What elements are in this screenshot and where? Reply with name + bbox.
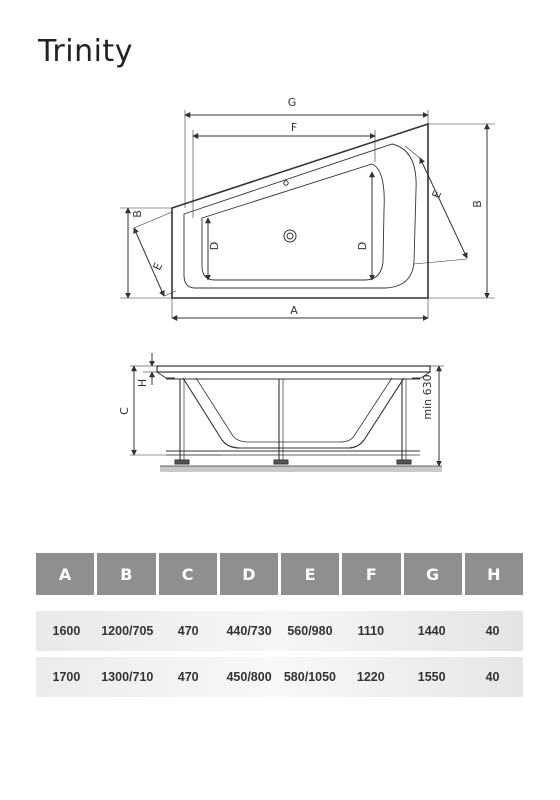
- table-header-row: [36, 553, 523, 595]
- header-cell-E: E: [278, 553, 339, 595]
- table-cell: 470: [177, 624, 199, 638]
- overflow: [284, 181, 288, 185]
- label-H: H: [136, 378, 149, 388]
- table-cell: 1300/710: [101, 670, 154, 684]
- drain: [284, 230, 296, 242]
- tub-outline: [172, 124, 428, 298]
- header-cell-H: H: [462, 553, 523, 595]
- label-E-right: E: [429, 188, 445, 201]
- table-cell: 40: [485, 624, 500, 638]
- side-view: [130, 353, 444, 472]
- table-cell: 1220: [356, 670, 385, 684]
- table-cell: 1600: [52, 624, 81, 638]
- header-cell-C: C: [156, 553, 217, 595]
- table-cell: 560/980: [287, 624, 333, 638]
- label-G: G: [287, 96, 297, 109]
- label-B-left: B: [131, 210, 144, 218]
- top-view: [120, 110, 495, 318]
- table-cell: 1200/705: [101, 624, 154, 638]
- dim-E-right-line: [420, 158, 467, 258]
- label-A: A: [290, 304, 298, 317]
- table-row: [36, 611, 523, 651]
- header-cell-B: B: [94, 553, 155, 595]
- dimensions-table: [36, 553, 523, 697]
- label-min-630: min 630: [421, 374, 434, 420]
- table-cell: 40: [485, 670, 500, 684]
- label-D-right: D: [356, 241, 369, 251]
- floor: [160, 466, 442, 472]
- foot-middle: [274, 460, 288, 464]
- side-rim: [157, 366, 430, 372]
- product-title: Trinity: [38, 34, 133, 69]
- label-B-right: B: [471, 200, 484, 208]
- label-C: C: [118, 407, 131, 415]
- table-cell: 440/730: [226, 624, 272, 638]
- header-cell-F: F: [339, 553, 400, 595]
- side-basin: [183, 378, 404, 448]
- table-cell: 1440: [417, 624, 446, 638]
- dim-E-left-line: [134, 228, 164, 296]
- label-D-left: D: [208, 241, 221, 251]
- label-E-left: E: [150, 260, 166, 273]
- table-cell: 1110: [357, 624, 385, 638]
- table-cell: 1550: [417, 670, 446, 684]
- tub-basin: [202, 164, 384, 280]
- header-cell-D: D: [217, 553, 278, 595]
- foot-right: [397, 460, 411, 464]
- header-cell-A: A: [36, 553, 94, 595]
- top-view-labels: [131, 96, 484, 317]
- table-cell: 1700: [52, 670, 81, 684]
- table-row: [36, 657, 523, 697]
- table-cell: 450/800: [226, 670, 272, 684]
- label-F: F: [290, 121, 298, 134]
- foot-left: [175, 460, 189, 464]
- side-view-labels: [118, 374, 434, 419]
- table-cell: 580/1050: [283, 670, 336, 684]
- header-cell-G: G: [401, 553, 462, 595]
- table-cell: 470: [177, 670, 199, 684]
